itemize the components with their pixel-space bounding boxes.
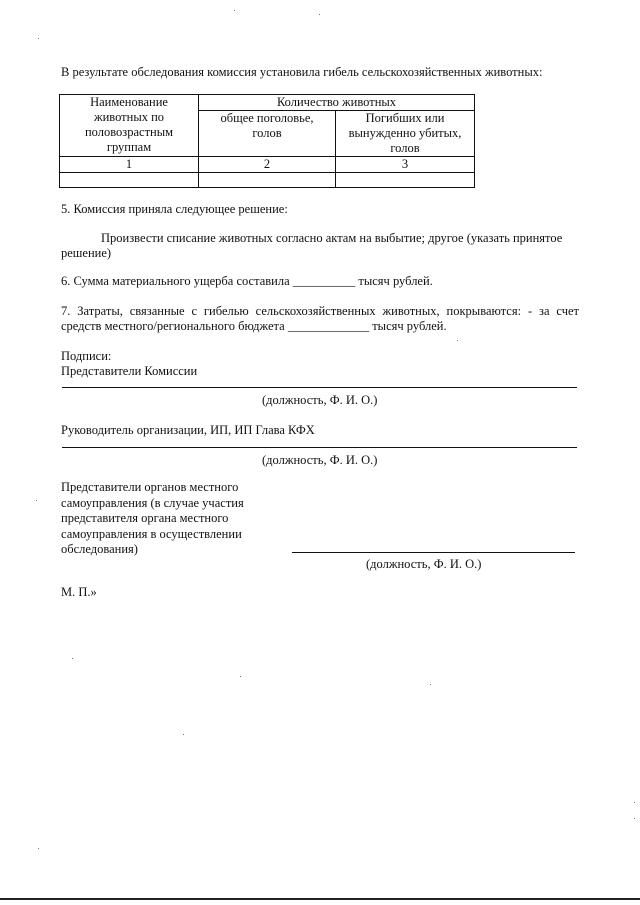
stamp-place-label: М. П.»: [61, 585, 97, 599]
scan-speck: [38, 38, 39, 39]
scan-speck: [240, 676, 241, 677]
item6-damage-amount: 6. Сумма материального ущерба составила __________ тысяч рублей.: [61, 274, 433, 288]
local-government-signature-line: [292, 552, 575, 553]
position-caption: (должность, Ф. И. О.): [262, 453, 378, 467]
scan-speck: [183, 734, 184, 735]
intro-text: В результате обследования комиссия установила гибель сельскохозяйственных животных:: [61, 65, 543, 79]
table-header-row: [60, 95, 475, 111]
organization-head-signature-line: [62, 447, 577, 448]
commission-signature-line: [62, 387, 577, 388]
table-row-empty: [60, 173, 475, 188]
item7-line1: 7. Затраты, связанные с гибелью сельскохозяйственных животных, покрываются: - за счет: [61, 304, 579, 318]
column-number: 3: [336, 157, 475, 173]
column-number: 1: [60, 157, 199, 173]
scan-speck: [234, 10, 235, 11]
livestock-table: [59, 94, 475, 188]
dead-heads-header: Погибших или вынужденно убитых, голов: [336, 111, 475, 157]
item7-line2: средств местного/регионального бюджета _____________ тысяч рублей.: [61, 319, 447, 333]
scan-speck: [430, 684, 431, 685]
total-heads-header: общее поголовье, голов: [199, 111, 336, 157]
position-caption: (должность, Ф. И. О.): [366, 557, 482, 571]
commission-representatives-label: Представители Комиссии: [61, 364, 198, 378]
local-government-label: Представители органов местного самоуправления (в случае участия представителя органа местного самоуправления в осуществлении обследования): [61, 480, 244, 556]
scan-speck: [634, 802, 635, 803]
species-group-header: Наименование животных по половозрастным группам: [60, 95, 199, 157]
scan-speck: [72, 658, 73, 659]
scan-speck: [38, 848, 39, 849]
scan-speck: [36, 500, 37, 501]
position-caption: (должность, Ф. И. О.): [262, 393, 378, 407]
item5-decision-line1: Произвести списание животных согласно актам на выбытие; другое (указать принятое: [101, 231, 563, 245]
animal-count-header: Количество животных: [199, 95, 475, 111]
scan-speck: [319, 14, 320, 15]
scan-speck: [634, 818, 635, 819]
scan-speck: [457, 340, 458, 341]
signatures-label: Подписи:: [61, 349, 112, 363]
item5-heading: 5. Комиссия приняла следующее решение:: [61, 202, 288, 216]
page-bottom-edge: [0, 898, 640, 900]
organization-head-label: Руководитель организации, ИП, ИП Глава КФХ: [61, 423, 315, 437]
table-number-row: [60, 157, 475, 173]
item5-decision-line2: решение): [61, 246, 112, 260]
column-number: 2: [199, 157, 336, 173]
